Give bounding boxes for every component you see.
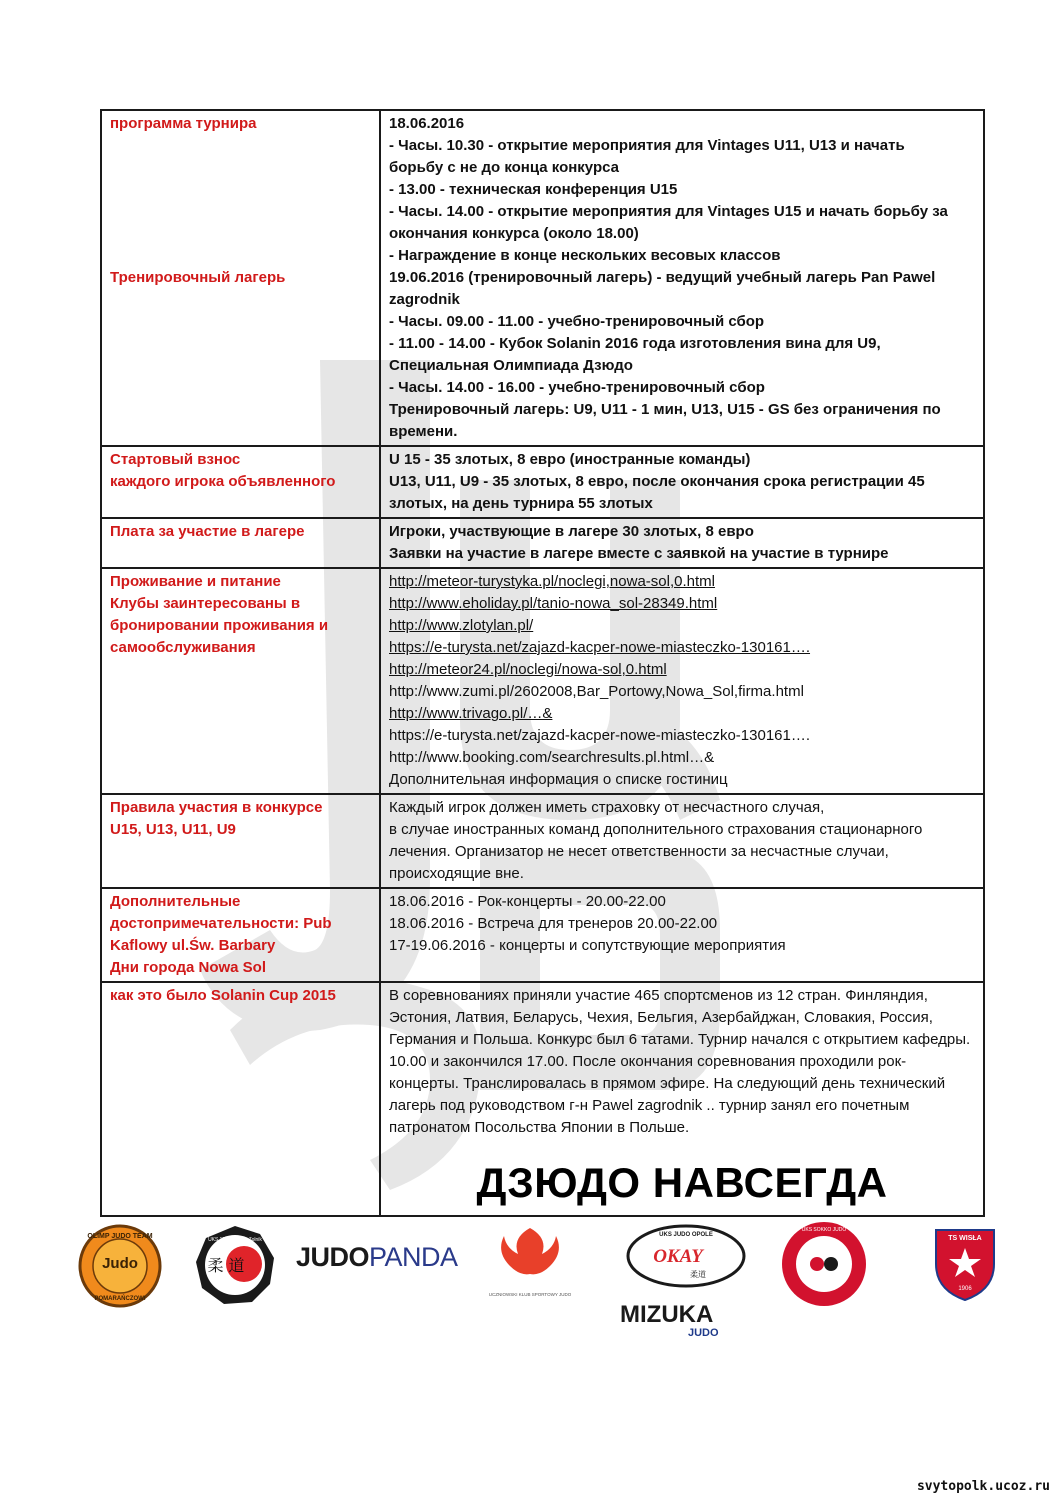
hotel-link[interactable]: http://meteor24.pl/noclegi/nowa-sol,0.html — [389, 661, 667, 678]
row-value-line: 17-19.06.2016 - концерты и сопутствующие мероприятия — [389, 937, 786, 954]
judopanda-part1: JUDO — [296, 1242, 370, 1272]
row-label-line: U15, U13, U11, U9 — [110, 821, 236, 838]
hotel-link[interactable]: http://www.eholiday.pl/tanio-nowa_sol-28349.html — [389, 595, 718, 612]
uks-ashi-kanji: 柔 道 — [207, 1256, 245, 1275]
row-label — [101, 568, 380, 794]
info-row — [101, 518, 984, 568]
hotel-link[interactable]: http://www.zlotylan.pl/ — [389, 617, 534, 634]
row-label-line: самообслуживания — [110, 639, 256, 656]
info-row — [101, 446, 984, 518]
row-value-line: - 13.00 - техническая конференция U15 — [389, 181, 678, 198]
row-label-line — [110, 135, 371, 157]
site-footer: svytopolk.ucoz.ru — [916, 1479, 1050, 1494]
row-label — [101, 110, 380, 446]
info-row — [101, 982, 984, 1216]
row-value-line: в случае иностранных команд дополнительного страхования стационарного — [389, 821, 923, 838]
olimp-top-text: OLIMP JUDO TEAM — [87, 1233, 153, 1240]
info-row — [101, 110, 984, 446]
row-value — [380, 888, 984, 982]
row-label-line: Клубы заинтересованы в — [110, 595, 301, 612]
row-value-line: zagrodnik — [389, 291, 460, 308]
row-value-line: Дополнительная информация о списке гостиниц — [389, 771, 728, 788]
row-value-line: окончания конкурса (около 18.00) — [389, 225, 639, 242]
row-label-line — [110, 245, 371, 267]
ts-wisla-logo — [932, 1226, 998, 1302]
row-label-line — [110, 223, 371, 245]
row-value — [380, 446, 984, 518]
row-value-line: - Часы. 10.30 - открытие мероприятия для Vintages U11, U13 и начать — [389, 137, 905, 154]
row-value-line: Тренировочный лагерь: U9, U11 - 1 мин, U13, U15 - GS без ограничения по — [389, 401, 941, 418]
row-label-line — [110, 179, 371, 201]
okay-top-text: UKS JUDO OPOLE — [659, 1232, 713, 1238]
row-value-line: U 15 - 35 злотых, 8 евро (иностранные команды) — [389, 451, 751, 468]
row-label — [101, 518, 380, 568]
hotel-link[interactable]: http://meteor-turystyka.pl/noclegi,nowa-sol,0.html — [389, 573, 715, 590]
ts-wisla-year: 1906 — [958, 1286, 972, 1292]
row-label-line: Тренировочный лагерь — [110, 269, 286, 286]
info-row — [101, 568, 984, 794]
judopanda-logo — [296, 1242, 458, 1276]
row-value-line: https://e-turysta.net/zajazd-kacper-nowe-miasteczko-130161…. — [389, 727, 811, 744]
ts-wisla-top: TS WISŁA — [948, 1235, 982, 1242]
row-label-line: Проживание и питание — [110, 573, 281, 590]
hotel-link[interactable]: http://www.trivago.pl/…& — [389, 705, 553, 722]
row-label-line: Дни города Nowa Sol — [110, 959, 267, 976]
row-value-line: злотых, на день турнира 55 злотых — [389, 495, 653, 512]
mizuka-name: MIZUKA — [620, 1301, 714, 1328]
row-value-line: Специальная Олимпиада Дзюдо — [389, 357, 633, 374]
history-paragraph: В соревнованиях приняли участие 465 спортсменов из 12 стран. Финляндия, Эстония, Латвия, Беларусь, Чехия, Бельгия, Азербайджан, Словакия, Россия, Германия и Польша. Конкурс был 6 татами. Турнир начался с открытием кафедры. 10.00 и закончился 17.00. После окончания соревнования проходили рок-концерты. Транслировалась в прямом эфире. На следующий день технический лагерь под руководством г-н Pawel zagrodnik .. турнир занял его почетным патронатом Посольства Японии в Польше. — [389, 987, 971, 1136]
row-label — [101, 446, 380, 518]
row-label-line: Стартовый взнос — [110, 451, 241, 468]
okay-name: OKAY — [653, 1246, 703, 1267]
row-value-line: - 11.00 - 14.00 - Кубок Solanin 2016 года изготовления вина для U9, — [389, 335, 881, 352]
olimp-center-text: Judo — [102, 1255, 138, 1272]
olimp-bottom-text: POMARAŃCZOWI — [94, 1296, 146, 1302]
row-value-line: http://www.booking.com/searchresults.pl.html…& — [389, 749, 715, 766]
phoenix-club-logo — [470, 1222, 590, 1302]
row-value — [380, 794, 984, 888]
red-circle-ring-text: UKS SOKKO JUDO — [801, 1227, 847, 1233]
row-value-line: - Награждение в конце нескольких весовых классов — [389, 247, 781, 264]
judopanda-part2: PANDA — [369, 1242, 458, 1272]
row-value-line: борьбу с не до конца конкурса — [389, 159, 619, 176]
row-value — [380, 110, 984, 446]
row-value — [380, 518, 984, 568]
row-value-line: - Часы. 14.00 - 16.00 - учебно-тренировочный сбор — [389, 379, 765, 396]
row-label-line: бронировании проживания и — [110, 617, 329, 634]
row-value-line: U13, U11, U9 - 35 злотых, 8 евро, после окончания срока регистрации 45 — [389, 473, 925, 490]
row-label-line: Kaflowy ul.Św. Barbary — [110, 937, 276, 954]
olimp-judo-team-logo — [78, 1224, 162, 1308]
row-label-line: достопримечательности: Pub — [110, 915, 332, 932]
tournament-info-table — [100, 109, 985, 1217]
info-row — [101, 888, 984, 982]
row-value-line: 18.06.2016 — [389, 115, 465, 132]
row-label — [101, 982, 380, 1216]
phoenix-caption: UCZNIOWSKI KLUB SPORTOWY JUDO — [488, 1292, 572, 1297]
row-value-line: Игроки, участвующие в лагере 30 злотых, 8 евро — [389, 523, 754, 540]
row-value-line: Заявки на участие в лагере вместе с заявкой на участие в турнире — [389, 545, 889, 562]
okay-kanji: 柔道 — [690, 1270, 706, 1279]
row-label-line: Дополнительные — [110, 893, 241, 910]
hotel-link[interactable]: https://e-turysta.net/zajazd-kacper-nowe-miasteczko-130161…. — [389, 639, 811, 656]
row-value-line: 19.06.2016 (тренировочный лагерь) - ведущий учебный лагерь Pan Pawel — [389, 269, 936, 286]
row-label-line: как это было Solanin Cup 2015 — [110, 987, 336, 1004]
phoenix-icon — [501, 1228, 559, 1274]
info-row — [101, 794, 984, 888]
uks-ashi-ring-text: UKS "ASHI" Judo Zolnik — [208, 1237, 262, 1243]
row-label-line — [110, 201, 371, 223]
row-value — [380, 568, 984, 794]
row-label — [101, 888, 380, 982]
row-value-line: времени. — [389, 423, 458, 440]
row-label-line: программа турнира — [110, 115, 257, 132]
row-value-line: 18.06.2016 - Рок-концерты - 20.00-22.00 — [389, 893, 666, 910]
okay-mizuka-logos — [618, 1222, 748, 1342]
row-value-line: http://www.zumi.pl/2602008,Bar_Portowy,Nowa_Sol,firma.html — [389, 683, 804, 700]
row-value-line: Каждый игрок должен иметь страховку от несчастного случая, — [389, 799, 825, 816]
uks-ashi-logo — [194, 1224, 276, 1306]
row-label-line: Правила участия в конкурсе — [110, 799, 323, 816]
red-circle-club-logo — [780, 1220, 868, 1308]
row-value — [380, 982, 984, 1216]
row-label-line: Плата за участие в лагере — [110, 523, 305, 540]
sponsor-logos — [70, 1210, 1010, 1340]
judo-forever-slogan: ДЗЮДО НАВСЕГДА — [476, 1159, 888, 1206]
row-label-line — [110, 157, 371, 179]
row-value-line: происходящие вне. — [389, 865, 524, 882]
row-value-line: 18.06.2016 - Встреча для тренеров 20.00-22.00 — [389, 915, 718, 932]
row-value-line: - Часы. 14.00 - открытие мероприятия для Vintages U15 и начать борьбу за — [389, 203, 948, 220]
row-label-line: каждого игрока объявленного — [110, 473, 336, 490]
row-label — [101, 794, 380, 888]
mizuka-sub: JUDO — [688, 1327, 719, 1339]
row-value-line: - Часы. 09.00 - 11.00 - учебно-тренировочный сбор — [389, 313, 765, 330]
row-value-line: лечения. Организатор не несет ответственности за несчастные случаи, — [389, 843, 889, 860]
